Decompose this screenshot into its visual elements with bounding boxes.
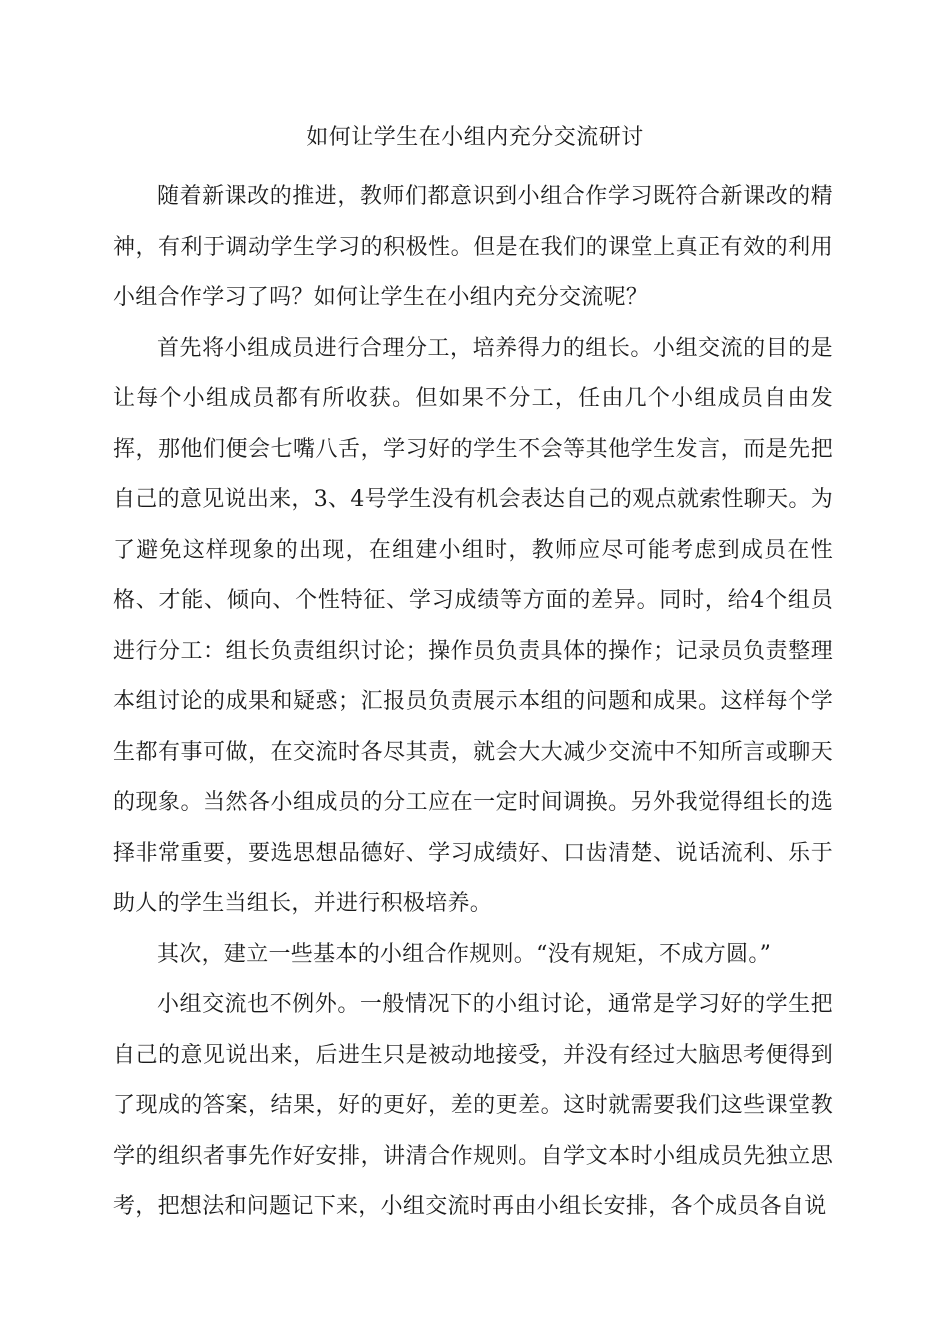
paragraph-rules: 其次，建立一些基本的小组合作规则。“没有规矩，不成方圆。” xyxy=(157,941,772,967)
document-title: 如何让学生在小组内充分交流研讨 xyxy=(306,125,644,150)
paragraph-division-of-labor: 首先将小组成员进行合理分工，培养得力的组长。小组交流的目的是让每个小组成员都有所收获。但如果不分工，任由几个小组成员自由发挥，那他们便会七嘴八舌，学习好的学生不会等其他学生发言，而是先把自己的意见说出来，3、4号学生没有机会表达自己的观点就索性聊天。为了避免这样现象的出现，在组建小组时，教师应尽可能考虑到成员在性格、才能、倾向、个性特征、学习成绩等方面的差异。同时，给4个组员进行分工：组长负责组织讨论；操作员负责具体的操作；记录员负责整理本组讨论的成果和疑惑；汇报员负责展示本组的问题和成果。这样每个学生都有事可做，在交流时各尽其责，就会大大减少交流中不知所言或聊天的现象。当然各小组成员的分工应在一定时间调换。另外我觉得组长的选择非常重要，要选思想品德好、学习成绩好、口齿清楚、说话流利、乐于助人的学生当组长，并进行积极培养。 xyxy=(113,335,833,916)
paragraph-intro: 随着新课改的推进，教师们都意识到小组合作学习既符合新课改的精神，有利于调动学生学习的积极性。但是在我们的课堂上真正有效的利用小组合作学习了吗？如何让学生在小组内充分交流呢？ xyxy=(113,184,833,310)
paragraph-discussion: 小组交流也不例外。一般情况下的小组讨论，通常是学习好的学生把自己的意见说出来，后进生只是被动地接受，并没有经过大脑思考便得到了现成的答案，结果，好的更好，差的更差。这时就需要我们这些课堂教学的组织者事先作好安排，讲清合作规则。自学文本时小组成员先独立思考，把想法和问题记下来，小组交流时再由小组长安排，各个成员各自说 xyxy=(113,992,833,1219)
document-body xyxy=(113,172,833,1233)
